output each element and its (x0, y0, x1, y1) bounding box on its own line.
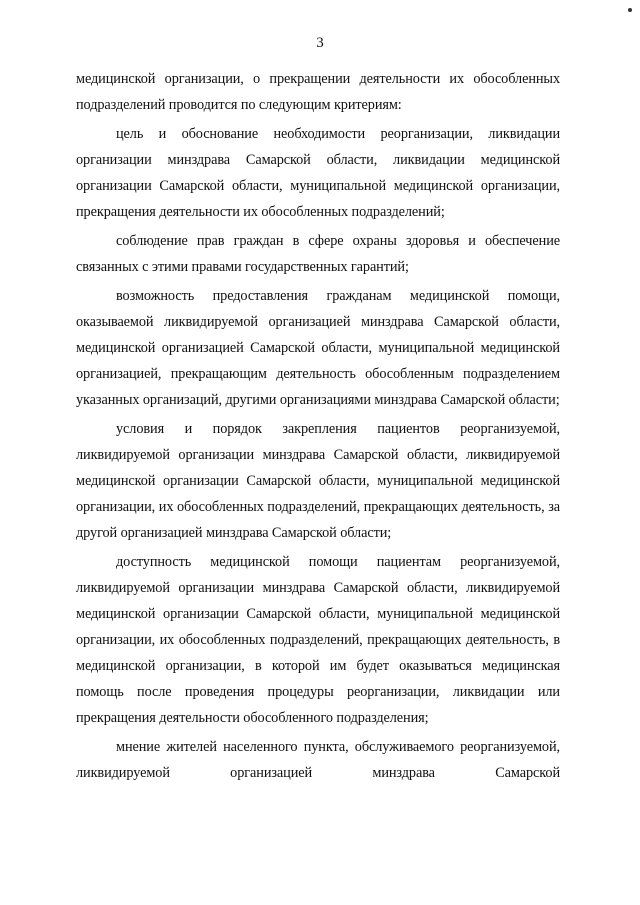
document-body (76, 66, 560, 789)
paragraph-care-possibility: возможность предоставления гражданам медицинской помощи, оказываемой ликвидируемой организацией минздрава Самарской области, медицинской организацией Самарской области, муниципальной медицинской организацией, прекращающим деятельность обособленным подразделением указанных организаций, другими организациями минздрава Самарской области; (76, 288, 560, 408)
page-number: 3 (316, 35, 324, 51)
paragraph-citizen-rights: соблюдение прав граждан в сфере охраны здоровья и обеспечение связанных с этими правами государственных гарантий; (76, 233, 560, 275)
paragraph-patient-assignment: условия и порядок закрепления пациентов реорганизуемой, ликвидируемой организации минздрава Самарской области, ликвидируемой медицинской организации Самарской области, муниципальной медицинской организации, их обособленных подразделений, прекращающих деятельность, за другой организацией минздрава Самарской области; (76, 421, 560, 541)
paragraph-care-accessibility: доступность медицинской помощи пациентам реорганизуемой, ликвидируемой организации минздрава Самарской области, ликвидируемой медицинской организации Самарской области, муниципальной медицинской организации, их обособленных подразделений, прекращающих деятельность, в медицинской организации, в которой им будет оказываться медицинская помощь после проведения процедуры реорганизации, ликвидации или прекращения деятельности обособленного подразделения; (76, 554, 560, 726)
paragraph-residents-opinion: мнение жителей населенного пункта, обслуживаемого реорганизуемой, ликвидируемой организацией минздрава Самарской (76, 739, 560, 781)
paragraph-goal-justification: цель и обоснование необходимости реорганизации, ликвидации организации минздрава Самарской области, ликвидации медицинской организации Самарской области, муниципальной медицинской организации, прекращения деятельности их обособленных подразделений; (76, 126, 560, 220)
scan-artifact-dot (628, 8, 632, 12)
paragraph-criteria-intro: медицинской организации, о прекращении деятельности их обособленных подразделений проводится по следующим критериям: (76, 71, 560, 113)
